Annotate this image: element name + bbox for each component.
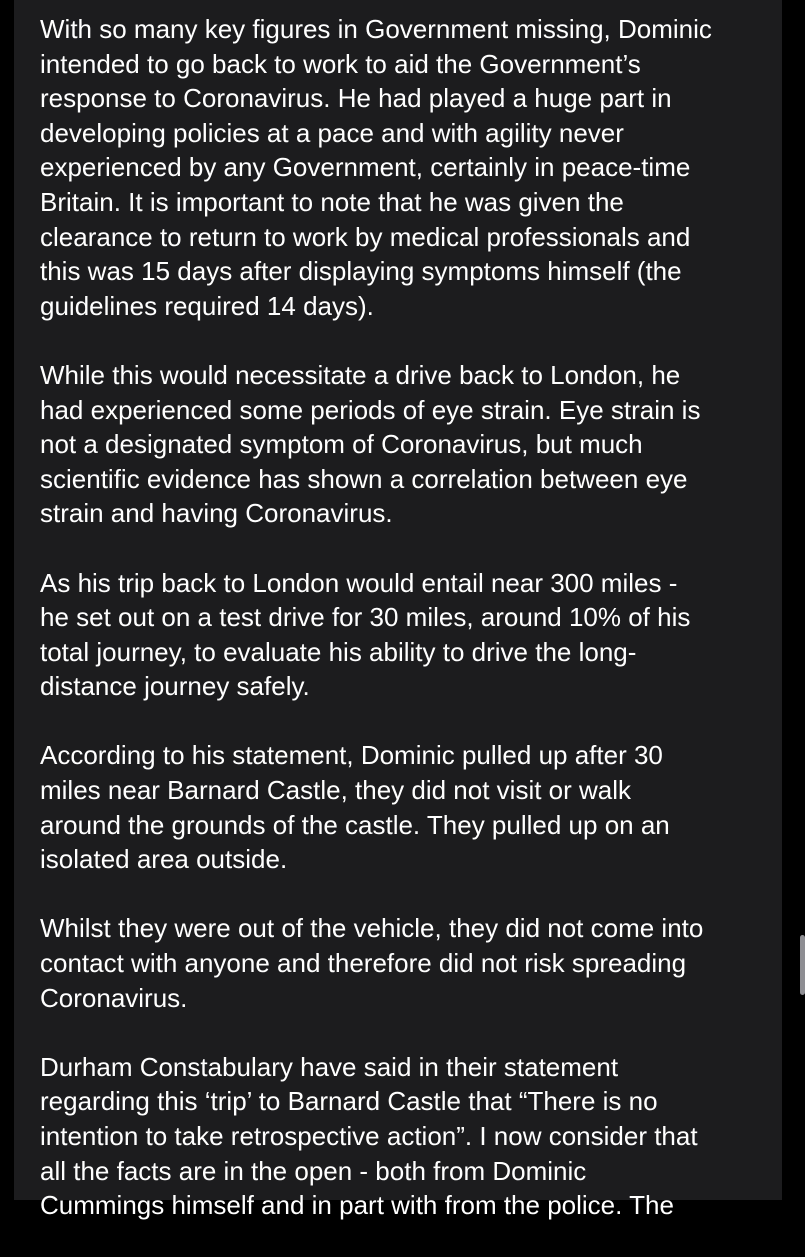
text-line: guidelines required 14 days). [40, 290, 374, 321]
paragraph-2 [40, 358, 776, 531]
text-line: As his trip back to London would entail near 300 miles - [40, 567, 678, 598]
text-line: miles near Barnard Castle, they did not visit or walk [40, 775, 632, 806]
text-line: had experienced some periods of eye strain. Eye strain is [40, 394, 701, 425]
text-line: According to his statement, Dominic pulled up after 30 [40, 740, 663, 771]
text-line: this was 15 days after displaying symptoms himself (the [40, 256, 682, 287]
scroll-indicator[interactable] [800, 935, 805, 995]
text-line: With so many key figures in Government missing, Dominic [40, 14, 712, 44]
text-line: intended to go back to work to aid the Government’s [40, 48, 641, 79]
text-line: isolated area outside. [40, 844, 288, 875]
text-line: scientific evidence has shown a correlation between eye [40, 463, 688, 494]
text-line: intention to take retrospective action”. I now consider that [40, 1121, 698, 1151]
text-line: developing policies at a pace and with agility never [40, 117, 624, 148]
note-panel[interactable] [14, 0, 782, 1221]
text-line: all the facts are in the open - both from Dominic [40, 1155, 587, 1186]
paragraph-1 [40, 12, 776, 323]
text-line: contact with anyone and therefore did not risk spreading [40, 948, 687, 979]
text-line: Coronavirus. [40, 982, 188, 1013]
paragraph-6 [40, 1050, 776, 1223]
text-line: Cummings himself and in part with from the police. The [40, 1190, 674, 1221]
text-line: not a designated symptom of Coronavirus, but much [40, 429, 643, 460]
text-line: response to Coronavirus. He had played a huge part in [40, 83, 672, 114]
text-line: Whilst they were out of the vehicle, they did not come into [40, 913, 704, 944]
text-line: While this would necessitate a drive back to London, he [40, 359, 681, 390]
text-line: strain and having Coronavirus. [40, 498, 393, 529]
text-line: regarding this ‘trip’ to Barnard Castle that “There is no [40, 1086, 658, 1117]
paragraph-5 [40, 911, 776, 1015]
text-line: total journey, to evaluate his ability to drive the long- [40, 636, 637, 667]
text-line: he set out on a test drive for 30 miles, around 10% of his [40, 602, 691, 633]
paragraph-4 [40, 738, 776, 876]
text-line: clearance to return to work by medical professionals and [40, 221, 691, 252]
text-line: Durham Constabulary have said in their statement [40, 1051, 619, 1082]
text-line: around the grounds of the castle. They pulled up on an [40, 809, 670, 840]
text-line: Britain. It is important to note that he was given the [40, 186, 624, 217]
text-line: distance journey safely. [40, 671, 310, 702]
text-line: experienced by any Government, certainly in peace-time [40, 152, 691, 183]
paragraph-3 [40, 566, 776, 704]
note-body-text[interactable] [40, 12, 776, 1257]
